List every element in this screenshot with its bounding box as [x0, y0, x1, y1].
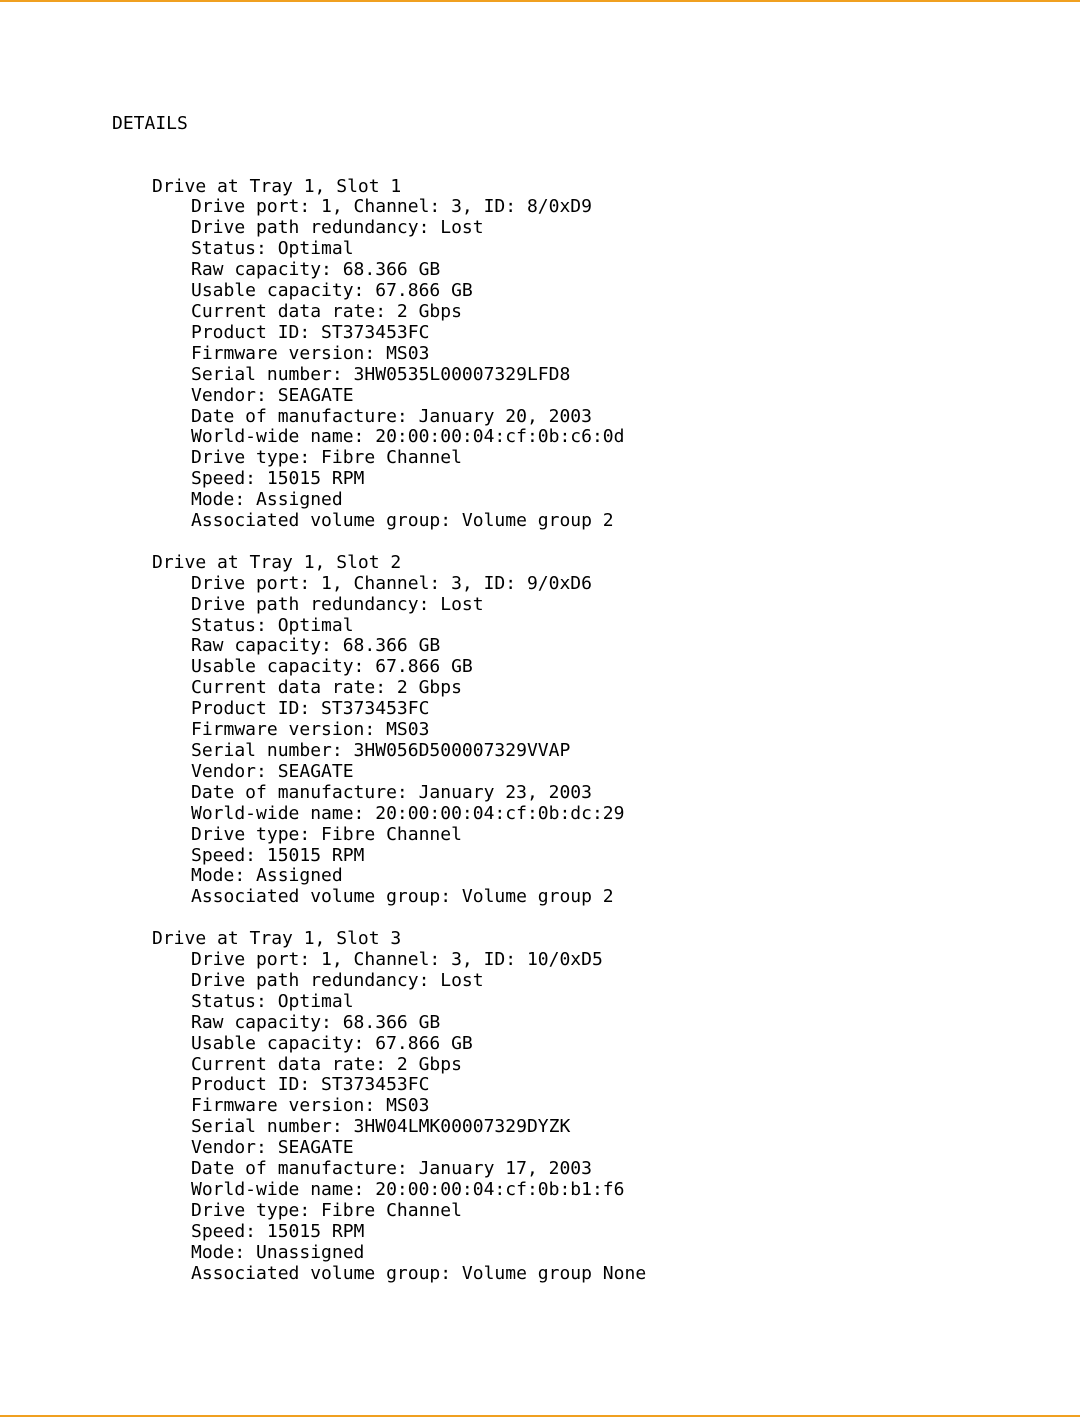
drive-field: Drive port: 1, Channel: 3, ID: 8/0xD9: [191, 196, 592, 218]
drive-field: Drive path redundancy: Lost: [191, 969, 484, 991]
drive-field: Associated volume group: Volume group 2: [191, 510, 614, 532]
bottom-rule: [0, 1415, 1080, 1417]
drive-field: Drive path redundancy: Lost: [191, 217, 484, 239]
drive-field: Date of manufacture: January 20, 2003: [191, 405, 592, 427]
drive-field: World-wide name: 20:00:00:04:cf:0b:dc:29: [191, 802, 625, 824]
drive-field: Drive path redundancy: Lost: [191, 593, 484, 615]
drive-field: Raw capacity: 68.366 GB: [191, 635, 441, 657]
drive-field: World-wide name: 20:00:00:04:cf:0b:c6:0d: [191, 426, 625, 448]
drive-field: Current data rate: 2 Gbps: [191, 1053, 462, 1075]
drive-field: Mode: Assigned: [191, 489, 343, 511]
drive-section: [112, 929, 646, 1284]
drive-field: Product ID: ST373453FC: [191, 1074, 430, 1096]
top-rule: [0, 0, 1080, 2]
drive-field: Serial number: 3HW04LMK00007329DYZK: [191, 1116, 571, 1138]
drive-field: Serial number: 3HW056D500007329VVAP: [191, 739, 571, 761]
drive-title: Drive at Tray 1, Slot 1: [152, 175, 402, 197]
drive-field: Speed: 15015 RPM: [191, 468, 365, 490]
drive-field: Status: Optimal: [191, 614, 354, 636]
drive-section: [112, 177, 646, 532]
drive-field: Serial number: 3HW0535L00007329LFD8: [191, 363, 571, 385]
drive-field: Firmware version: MS03: [191, 1095, 430, 1117]
drive-field: Mode: Assigned: [191, 865, 343, 887]
drive-field: Usable capacity: 67.866 GB: [191, 656, 473, 678]
drive-section: [112, 553, 646, 908]
drive-field: Current data rate: 2 Gbps: [191, 300, 462, 322]
drive-field: Usable capacity: 67.866 GB: [191, 280, 473, 302]
details-heading: DETAILS: [112, 112, 188, 134]
drive-field: Date of manufacture: January 23, 2003: [191, 781, 592, 803]
drive-field: Date of manufacture: January 17, 2003: [191, 1158, 592, 1180]
details-document: [112, 72, 646, 1326]
drive-field: Firmware version: MS03: [191, 719, 430, 741]
drive-field: Vendor: SEAGATE: [191, 760, 354, 782]
drive-field: Mode: Unassigned: [191, 1241, 365, 1263]
drive-field: Associated volume group: Volume group 2: [191, 886, 614, 908]
drive-field: Vendor: SEAGATE: [191, 384, 354, 406]
drive-field: Drive type: Fibre Channel: [191, 447, 462, 469]
drive-field: Current data rate: 2 Gbps: [191, 677, 462, 699]
drive-field: Drive port: 1, Channel: 3, ID: 9/0xD6: [191, 572, 592, 594]
drive-field: Speed: 15015 RPM: [191, 844, 365, 866]
drive-field: Drive port: 1, Channel: 3, ID: 10/0xD5: [191, 949, 603, 971]
drive-field: Raw capacity: 68.366 GB: [191, 259, 441, 281]
drive-field: Status: Optimal: [191, 238, 354, 260]
drive-field: Usable capacity: 67.866 GB: [191, 1032, 473, 1054]
drive-field: World-wide name: 20:00:00:04:cf:0b:b1:f6: [191, 1179, 625, 1200]
drive-field: Raw capacity: 68.366 GB: [191, 1011, 441, 1033]
drive-field: Speed: 15015 RPM: [191, 1220, 365, 1242]
drive-field: Associated volume group: Volume group None: [191, 1262, 647, 1284]
drive-list: [112, 177, 646, 1285]
drive-title: Drive at Tray 1, Slot 3: [152, 928, 402, 950]
drive-field: Status: Optimal: [191, 990, 354, 1012]
drive-field: Product ID: ST373453FC: [191, 321, 430, 343]
drive-field: Drive type: Fibre Channel: [191, 1199, 462, 1221]
drive-field: Product ID: ST373453FC: [191, 698, 430, 720]
drive-field: Drive type: Fibre Channel: [191, 823, 462, 845]
drive-title: Drive at Tray 1, Slot 2: [152, 551, 402, 573]
drive-field: Vendor: SEAGATE: [191, 1137, 354, 1159]
drive-field: Firmware version: MS03: [191, 342, 430, 364]
